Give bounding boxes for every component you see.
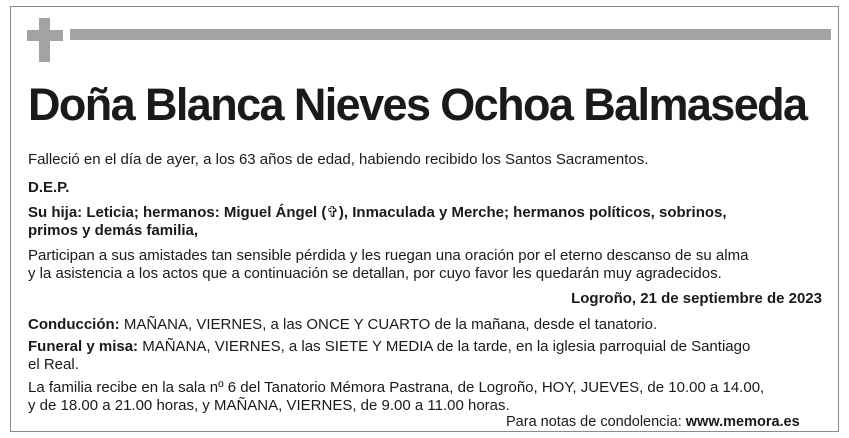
funeral-text-line-1: MAÑANA, VIERNES, a las SIETE Y MEDIA de la tarde, en la iglesia parroquial de Santiago <box>142 338 751 355</box>
condolence-note <box>506 413 800 431</box>
funeral-label: Funeral y misa: <box>28 338 139 355</box>
intro-text: Falleció en el día de ayer, a los 63 años de edad, habiendo recibido los Santos Sacramentos. <box>28 151 649 168</box>
header-rule <box>70 29 831 40</box>
dep-text: D.E.P. <box>28 179 70 196</box>
conduccion-label: Conducción: <box>28 316 120 333</box>
familia-line-2: y de 18.00 a 21.00 horas, y MAÑANA, VIERNES, de 9.00 a 11.00 horas. <box>28 397 510 414</box>
family-line-1: Su hija: Leticia; hermanos: Miguel Ángel (✞), Inmaculada y Merche; hermanos políticos, sobrinos, <box>28 204 727 221</box>
familia-line-1: La familia recibe en la sala nº 6 del Tanatorio Mémora Pastrana, de Logroño, HOY, JUEVES, de 10.00 a 14.00, <box>28 379 765 396</box>
conduccion-row <box>28 316 828 334</box>
conduccion-text: MAÑANA, VIERNES, a las ONCE Y CUARTO de la mañana, desde el tanatorio. <box>123 316 658 333</box>
participan-line-2: y la asistencia a los actos que a continuación se detallan, por cuyo favor les quedarán muy agradecidos. <box>28 265 722 282</box>
participan-line-1: Participan a sus amistades tan sensible pérdida y les ruegan una oración por el eterno descanso de su alma <box>28 247 749 264</box>
cross-icon <box>27 18 63 62</box>
deceased-name: Doña Blanca Nieves Ochoa Balmaseda <box>28 79 807 130</box>
funeral-text-line-2: el Real. <box>28 356 79 373</box>
condolence-label: Para notas de condolencia: <box>506 414 682 430</box>
family-line-2: primos y demás familia, <box>28 222 199 239</box>
condolence-link[interactable]: www.memora.es <box>685 414 800 430</box>
place-date: Logroño, 21 de septiembre de 2023 <box>571 290 822 307</box>
funeral-row <box>28 338 828 356</box>
